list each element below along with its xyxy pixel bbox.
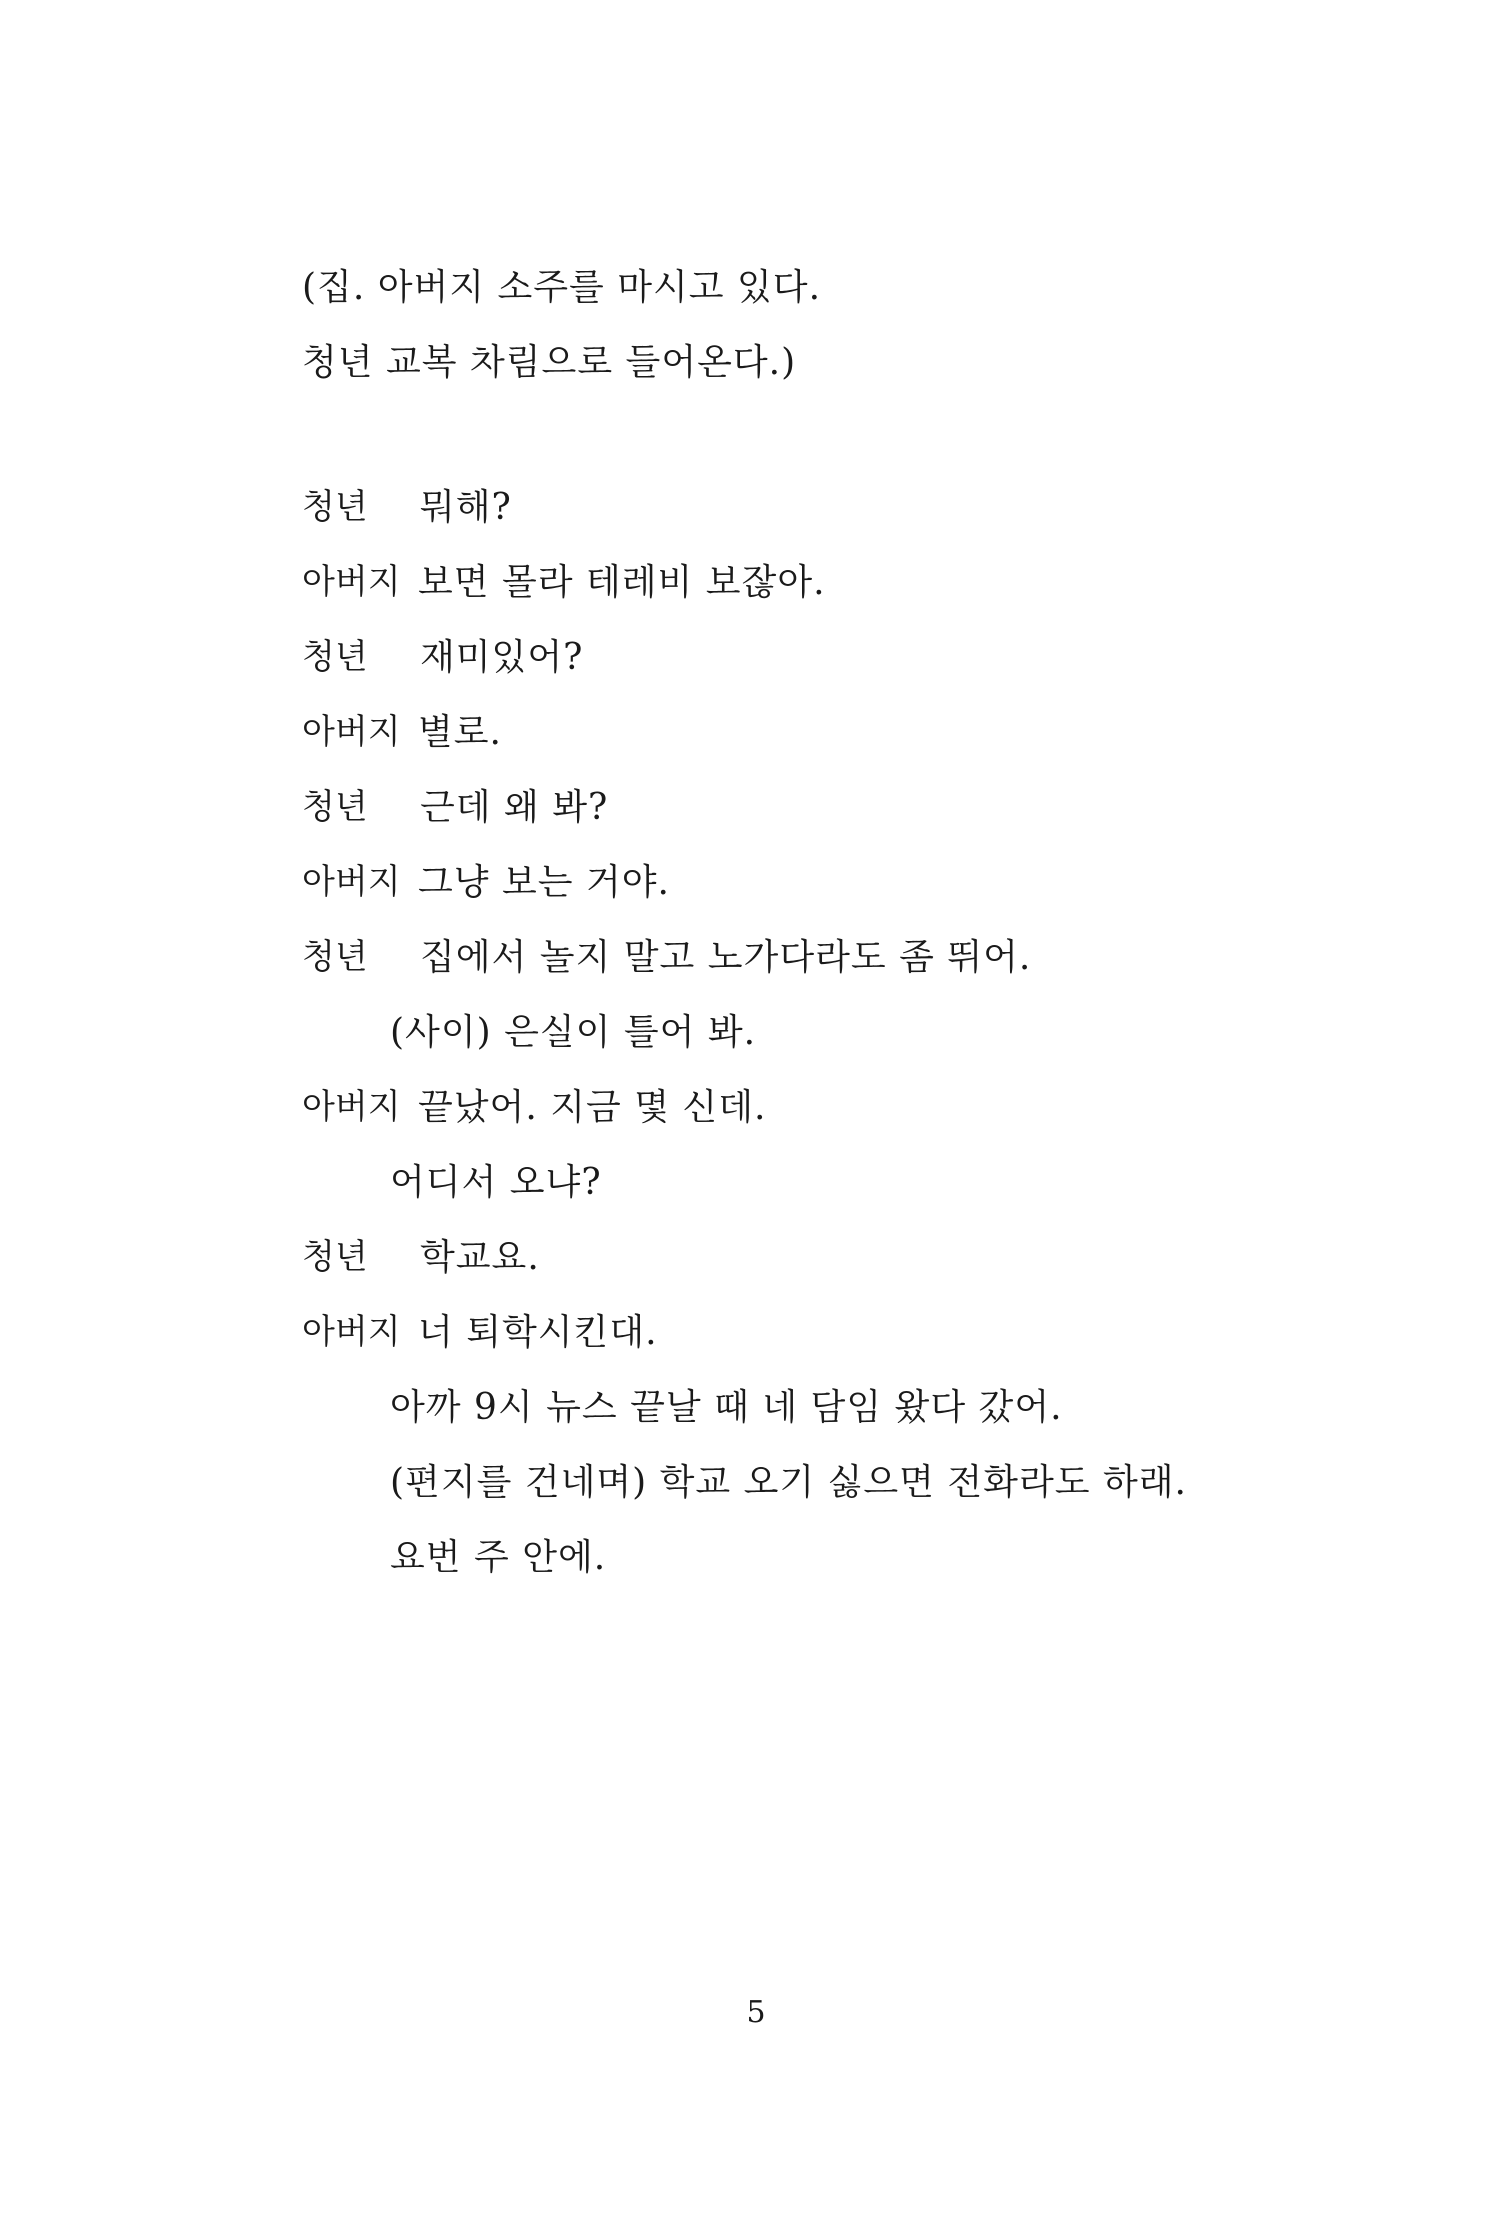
dialogue-text: 요번 주 안에. xyxy=(390,1537,607,1578)
speaker-name: 아버지 xyxy=(302,712,401,752)
dialogue-text: 아까 9시 뉴스 끝날 때 네 담임 왔다 갔어. xyxy=(390,1387,1063,1428)
dialogue-text: 재미있어? xyxy=(420,637,584,678)
speaker-name: 아버지 xyxy=(302,1312,401,1352)
dialogue-text: 그냥 보는 거야. xyxy=(418,862,670,903)
dialogue-text: (사이) 은실이 틀어 봐. xyxy=(390,1012,757,1053)
stage-direction xyxy=(302,250,821,400)
speaker-name: 청년 xyxy=(302,637,368,677)
dialogue-text: 너 퇴학시킨대. xyxy=(418,1312,658,1353)
dialogue-text: 어디서 오냐? xyxy=(390,1162,602,1203)
dialogue-text: (편지를 건네며) 학교 오기 싫으면 전화라도 하래. xyxy=(390,1462,1187,1503)
speaker-name: 청년 xyxy=(302,937,368,977)
speaker-name: 아버지 xyxy=(302,862,401,902)
dialogue-text: 끝났어. 지금 몇 신데. xyxy=(418,1087,767,1128)
speaker-name: 청년 xyxy=(302,1237,368,1277)
speaker-name: 아버지 xyxy=(302,1087,401,1127)
speaker-name: 청년 xyxy=(302,487,368,527)
stage-direction-line: (집. 아버지 소주를 마시고 있다. xyxy=(302,267,822,308)
dialogue-text: 보면 몰라 테레비 보잖아. xyxy=(418,562,826,603)
speaker-name: 아버지 xyxy=(302,562,401,602)
stage-direction-line: 청년 교복 차림으로 들어온다.) xyxy=(302,342,797,383)
dialogue-text: 근데 왜 봐? xyxy=(420,787,609,828)
dialogue-text: 뭐해? xyxy=(420,487,512,528)
dialogue-text: 집에서 놀지 말고 노가다라도 좀 뛰어. xyxy=(420,937,1032,978)
dialogue-text: 별로. xyxy=(418,712,502,753)
dialogue-text: 학교요. xyxy=(420,1237,540,1278)
speaker-name: 청년 xyxy=(302,787,368,827)
page-number: 5 xyxy=(746,1995,766,2030)
